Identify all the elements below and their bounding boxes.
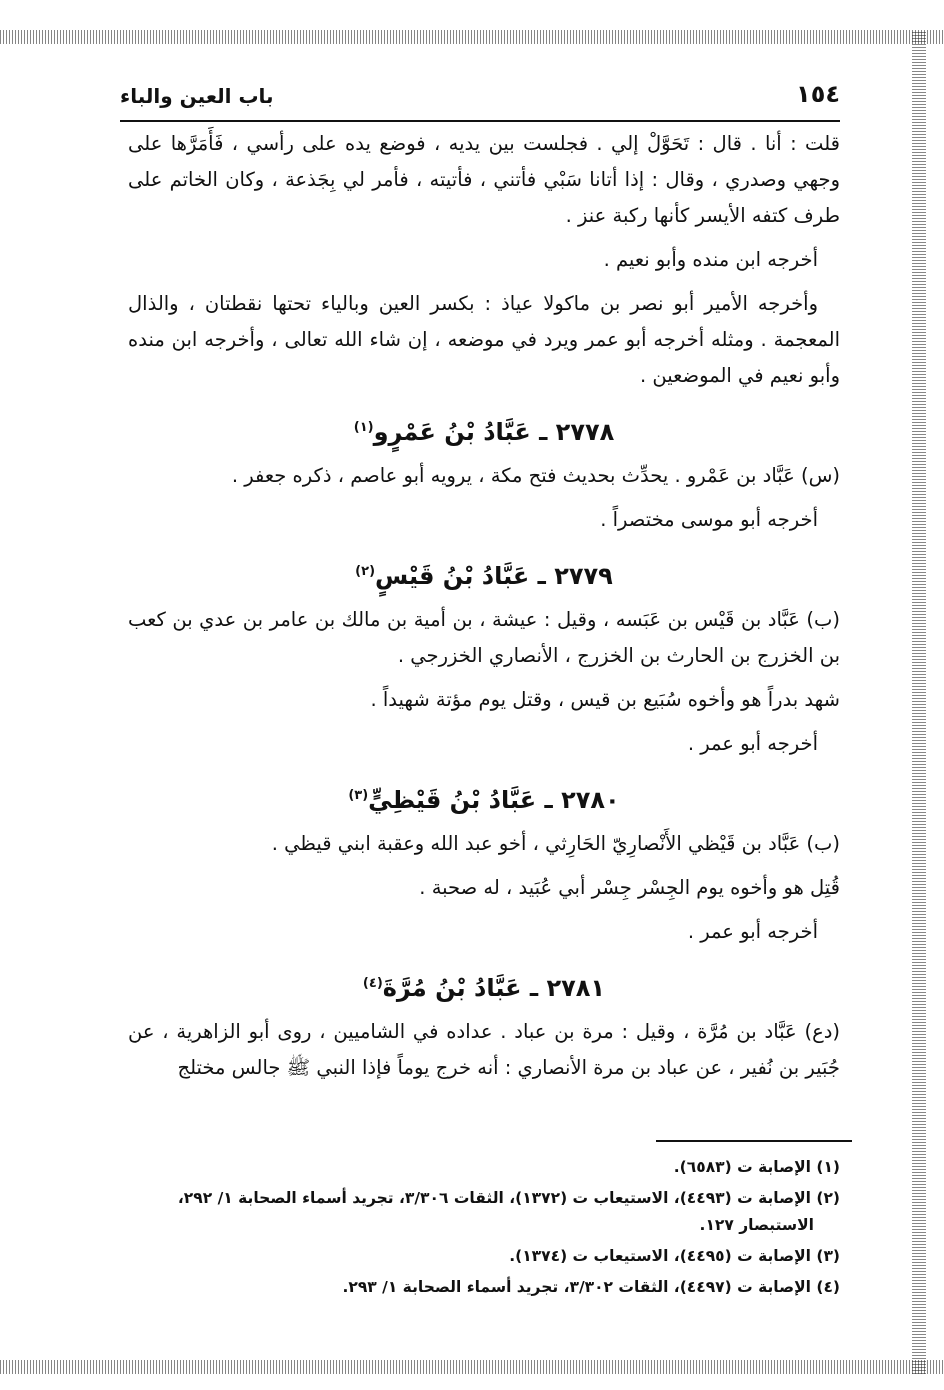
entry-title: ٢٧٧٩ ـ عَبَّادُ بْنُ قَيْسٍ <box>375 562 613 590</box>
footnote-ref: (١) <box>353 420 374 435</box>
entry-title: ٢٧٨١ ـ عَبَّادُ بْنُ مُرَّةَ <box>382 974 606 1002</box>
entry-heading-2779 <box>128 552 840 596</box>
footnote-4: (٤) الإصابة ت (٤٤٩٧)، الثقات ٣/٣٠٢، تجريد أسماء الصحابة ١/ ٢٩٣. <box>342 1278 840 1296</box>
entry-heading-2781 <box>128 964 840 1008</box>
footnote-ref: (٢) <box>355 564 376 579</box>
entry-title: ٢٧٧٨ ـ عَبَّادُ بْنُ عَمْرٍو <box>373 418 615 446</box>
footnotes <box>128 1154 840 1305</box>
paragraph: (دع) عَبَّاد بن مُرَّة ، وقيل : مرة بن عباد . عداده في الشاميين ، روى أبو الزاهرية ، عن جُبَير بن نُفير ، عن عباد بن مرة الأنصاري : أنه خرج يوماً فإذا النبي ﷺ جالس مختلج <box>128 1020 840 1079</box>
footnote-1: (١) الإصابة ت (٦٥٨٣). <box>673 1158 840 1176</box>
page-number: ١٥٤ <box>796 80 840 108</box>
paragraph: (س) عَبَّاد بن عَمْرو . يحدِّث بحديث فتح مكة ، يرويه أبو عاصم ، ذكره جعفر . <box>231 464 840 487</box>
paragraph: أخرجه أبو موسى مختصراً . <box>600 508 818 531</box>
paragraph: أخرجه أبو عمر . <box>687 732 818 755</box>
footnote-2-line: (٢) الإصابة ت (٤٤٩٣)، الاستيعاب ت (١٣٧٢)، الثقات ٣/٣٠٦، تجريد أسماء الصحابة ١/ ٢٩٢، <box>177 1189 840 1207</box>
paragraph: (ب) عَبَّاد بن قَيْس بن عَبَسه ، وقيل : عيشة ، بن أمية بن مالك بن عامر بن عدي بن كعب بن الخزرج بن الحارث بن الخزرج ، الأنصاري الخزرجي . <box>128 608 840 667</box>
header-rule <box>120 120 840 122</box>
footnote-ref: (٣) <box>348 788 369 803</box>
paragraph: شهد بدراً هو وأخوه سُبَيع بن قيس ، وقتل يوم مؤتة شهيداً . <box>370 688 840 711</box>
entry-heading-2778 <box>128 408 840 452</box>
paragraph: وأخرجه الأمير أبو نصر بن ماكولا عياذ : بكسر العين وبالياء تحتها نقطتان ، والذال المعجمة . ومثله أخرجه أبو عمر ويرد في موضعه ، إن شاء الله تعالى ، وأخرجه ابن منده وأبو نعيم في الموضعين . <box>128 292 840 387</box>
footnote-2-continuation: الاستبصار ١٢٧. <box>699 1216 814 1234</box>
entry-title: ٢٧٨٠ ـ عَبَّادُ بْنُ قَيْظِيٍّ <box>368 786 620 814</box>
paragraph: قُتِل هو وأخوه يوم الجِسْر جِسْر أبي عُبَيد ، له صحبة . <box>419 876 840 899</box>
running-title: باب العين والباء <box>120 84 274 108</box>
footnote-2 <box>128 1185 840 1239</box>
footnote-rule <box>656 1140 852 1142</box>
entry-heading-2780 <box>128 776 840 820</box>
paragraph: أخرجه أبو عمر . <box>687 920 818 943</box>
footnote-ref: (٤) <box>362 976 383 991</box>
decorative-border-top <box>0 30 944 44</box>
page-body <box>128 126 840 1094</box>
footnote-3: (٣) الإصابة ت (٤٤٩٥)، الاستيعاب ت (١٣٧٤). <box>509 1247 840 1265</box>
decorative-border-right <box>912 30 926 1374</box>
paragraph: أخرجه ابن منده وأبو نعيم . <box>603 248 818 271</box>
paragraph: (ب) عَبَّاد بن قَيْظي الأَنْصارِيّ الحَارِثي ، أخو عبد الله وعقبة ابني قيظي . <box>271 832 840 855</box>
paragraph: قلت : أنا . قال : تَحَوَّلْ إلي . فجلست بين يديه ، فوضع يده على رأسي ، فَأَمَرَّها على وجهي وصدري ، وقال : إذا أتانا سَبْي فأتني ، فأتيته ، فأمر لي بِجَذعة ، وكان الخاتم على طرف كتفه الأيسر كأنها ركبة عنز . <box>128 132 840 227</box>
page-header <box>120 80 840 114</box>
decorative-border-bottom <box>0 1360 944 1374</box>
